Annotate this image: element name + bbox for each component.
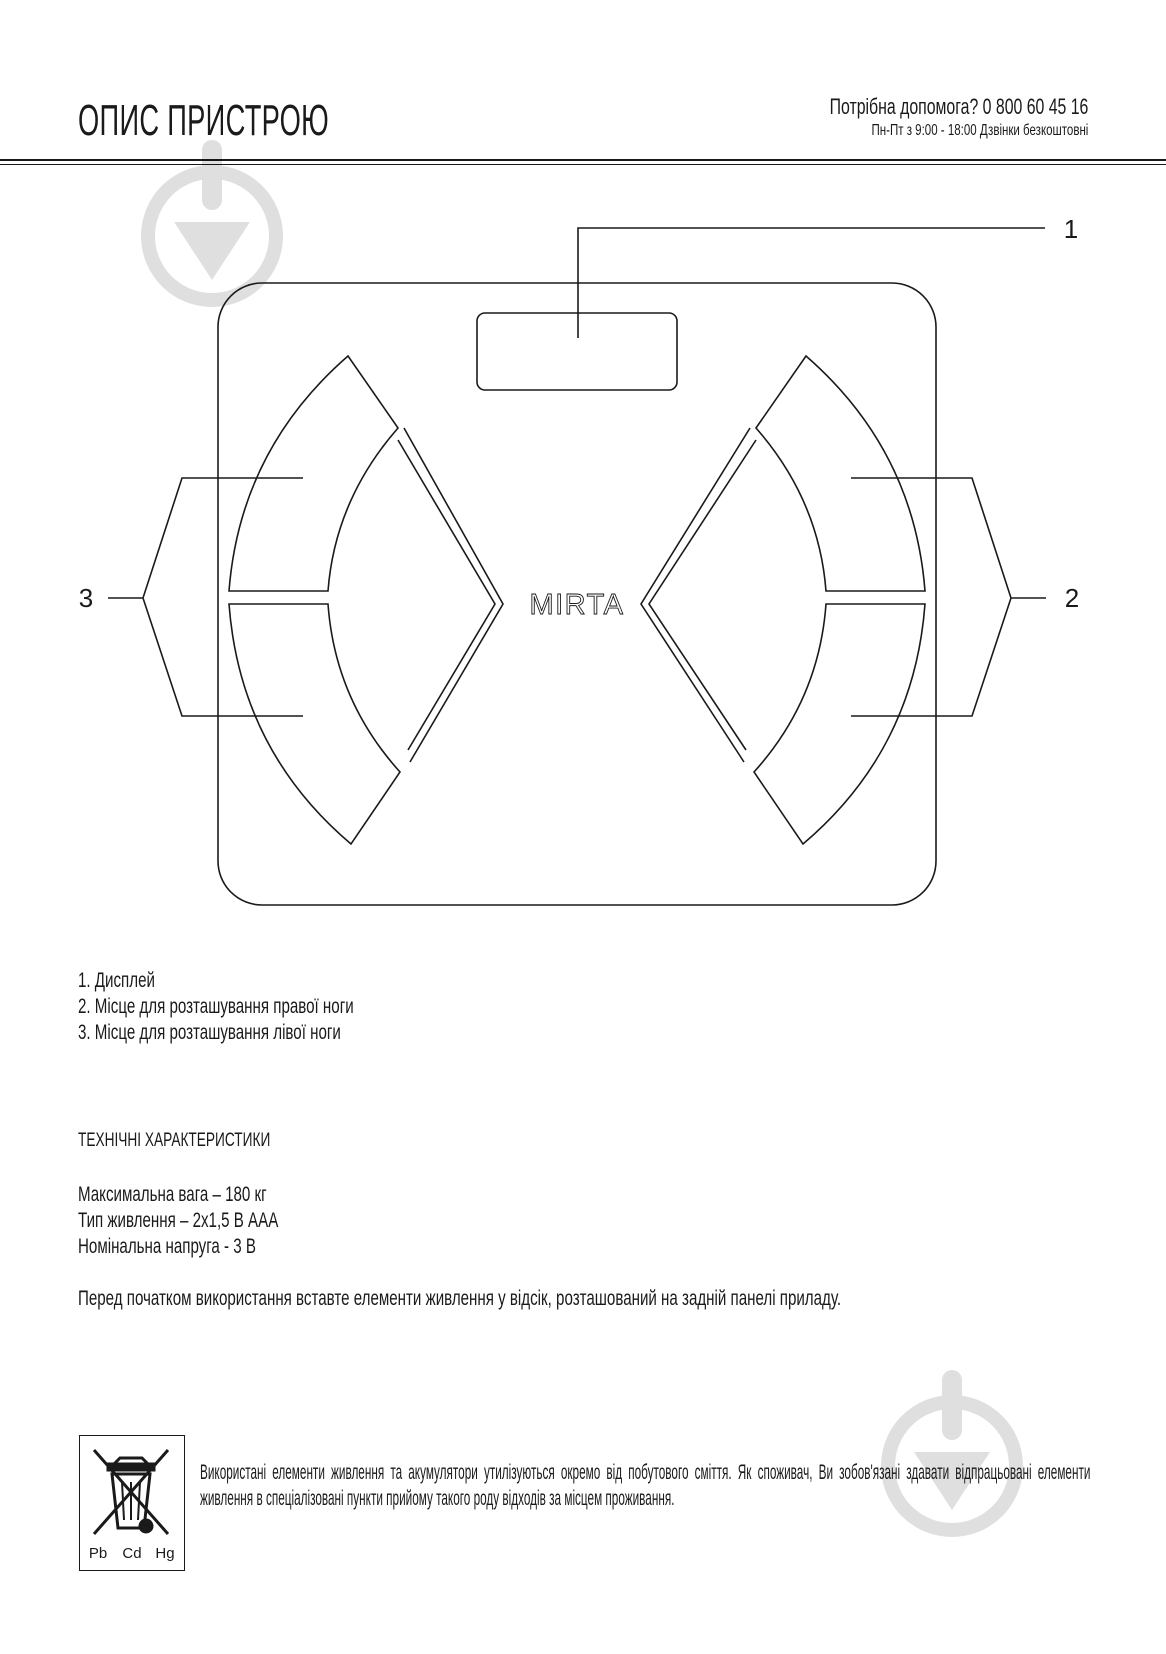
specs-list (78, 1182, 356, 1260)
callout-line-2 (851, 478, 1046, 716)
brand-logo: MIRTA (529, 589, 625, 621)
callout-line-3 (108, 478, 303, 716)
legend-item: 3. Місце для розташування лівої ноги (78, 1021, 341, 1044)
legend-item: 1. Дисплей (78, 969, 155, 992)
right-foot-pad-lower (754, 604, 925, 844)
disposal-notice: Використані елементи живлення та акумулятори утилізуються окремо від побутового сміття. Як споживач, Ви зобов'язані здавати відпрацьовані елементи живлення в спеціалізовані пункти прийому такого роду відходів за місцем проживання. (200, 1461, 1091, 1510)
specs-heading: ТЕХНІЧНІ ХАРАКТЕРИСТИКИ (78, 1130, 271, 1151)
spec-item: Максимальна вага – 180 кг (78, 1183, 267, 1206)
legend-item: 2. Місце для розташування правої ноги (78, 995, 354, 1018)
parts-legend (78, 968, 461, 1046)
display-window (477, 313, 677, 390)
right-electrode-inner (649, 440, 756, 750)
right-foot-pad-upper (756, 356, 925, 591)
page-title: ОПИС ПРИСТРОЮ (78, 96, 329, 145)
left-foot-pad-upper (229, 356, 398, 591)
callout-label-1: 1 (1063, 214, 1079, 244)
left-foot-pad-lower (229, 604, 400, 844)
left-electrode-inner (398, 440, 495, 750)
svg-text:Hg: Hg (155, 1545, 175, 1562)
right-electrode (641, 428, 750, 762)
callout-label-3: 3 (78, 583, 94, 613)
help-hours: Пн-Пт з 9:00 - 18:00 Дзвінки безкоштовні (871, 122, 1088, 139)
help-phone: Потрібна допомога? 0 800 60 45 16 (829, 94, 1088, 119)
callout-label-2: 2 (1064, 583, 1080, 613)
svg-text:Pb: Pb (88, 1545, 108, 1562)
spec-item: Тип живлення – 2х1,5 В ААА (78, 1209, 279, 1232)
crossed-bin-icon (79, 1435, 185, 1571)
battery-instruction: Перед початком використання вставте елементи живлення у відсік, розташований на задній панелі приладу. (78, 1287, 842, 1310)
left-electrode (404, 428, 503, 762)
spec-item: Номінальна напруга - 3 В (78, 1235, 256, 1258)
svg-text:Cd: Cd (122, 1545, 142, 1562)
